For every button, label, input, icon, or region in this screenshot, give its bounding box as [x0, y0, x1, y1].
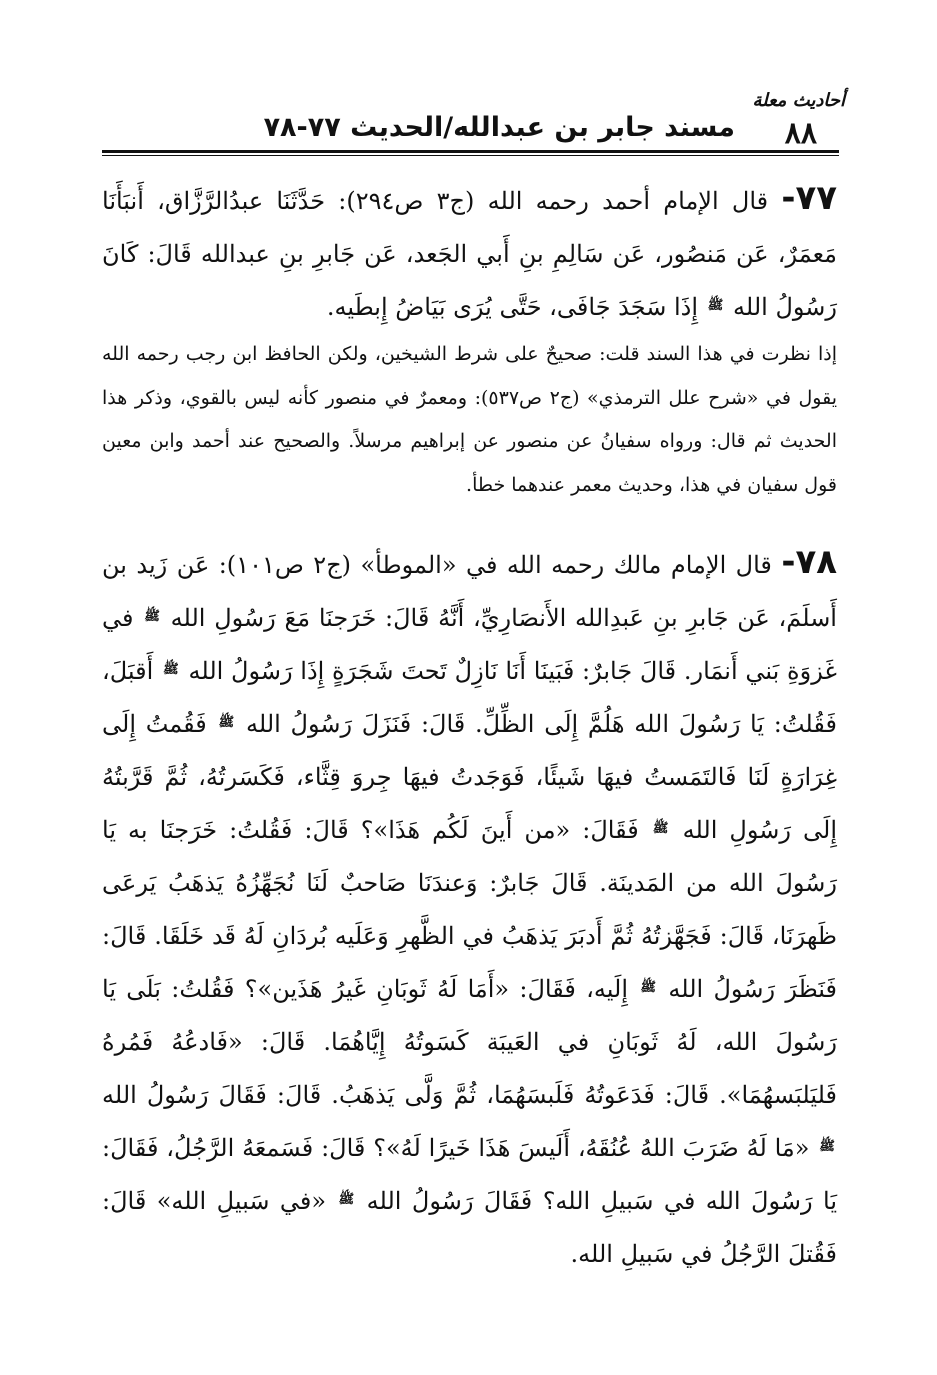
hadith-number: ٧٧- [781, 178, 837, 218]
page-number: ٨٨ [784, 116, 817, 151]
salutation-glyph: ﷺ [218, 715, 235, 730]
hadith-text: قال الإمام أحمد رحمه الله (ج٣ ص٢٩٤): حَدَّثَنَا عبدُالرَّزَّاق، أَنبَأَنَا مَعمَرٌ، عَن مَنصُور، عَن سَالِمِ بنِ أَبي الجَعد، عَن جَابرِ بنِ عبدالله قَالَ: كَانَ رَسُولُ الله [102, 187, 837, 321]
salutation-glyph: ﷺ [163, 662, 179, 677]
running-title: مسند جابر بن عبدالله/الحديث ٧٧-٧٨ [263, 112, 735, 143]
salutation-glyph: ﷺ [707, 298, 724, 313]
hadith-text: إِلَيه، فَقَالَ: «أَمَا لَهُ ثَوبَانِ غَيرُ هَذَين»؟ فَقُلتُ: بَلَى يَا رَسُولَ الله، لَهُ ثَوبَانِ في العَيبَة كَسَوتُهُ إِيَّاهُمَا. قَالَ: «فَادعُهُ فَمُرهُ فَليَلبَسهُمَا». قَالَ: فَدَعَوتُهُ فَلَبسَهُمَا، ثُمَّ وَلَّى يَذهَبُ. قَالَ: فَقَالَ رَسُولُ الله [102, 975, 837, 1109]
hadith-text: فَقَالَ: «من أَينَ لَكُم هَذَا»؟ قَالَ: فَقُلتُ: خَرَجنَا به يَا رَسُولَ الله من المَدينَة. قَالَ جَابرٌ: وَعندَنَا صَاحبٌ لَنَا نُجَهِّزُهُ يَذهَبُ يَرعَى ظَهرَنَا، قَالَ: فَجَهَّزتُهُ ثُمَّ أَدبَرَ يَذهَبُ في الظَّهرِ وَعَلَيه بُردَانِ لَهُ قَد خَلَقَا. قَالَ: فَنَظَرَ رَسُولُ الله [102, 816, 837, 1003]
salutation-glyph: ﷺ [338, 1192, 355, 1207]
commentary-text: إذا نظرت في هذا السند قلت: صحيحٌ على شرط الشيخين، ولكن الحافظ ابن رجب رحمه الله يقول في «شرح علل الترمذي» (ج٢ ص٥٣٧): ومعمرٌ في منصور كأنه ليس بالقوي، وذكر هذا الحديث ثم قال: ورواه سفيانُ عن منصور عن إبراهيم مرسلاً. والصحيح عند أحمد وابن معين قول سفيان في هذا، وحديث معمر عندهما خطأ. [102, 343, 837, 496]
salutation-glyph: ﷺ [144, 609, 160, 624]
hadith-78 [102, 536, 837, 1281]
salutation-glyph: ﷺ [652, 821, 669, 836]
hadith-text: فَقُمتُ إِلَى غِرَارَةٍ لَنَا فَالتَمَستُ فيهَا شَيئًا، فَوَجَدتُ فيهَا جِروَ قِثَّاء، فَكَسَرتُهُ، ثُمَّ قَرَّبتُهُ إِلَى رَسُولِ الله [102, 710, 837, 844]
salutation-glyph: ﷺ [640, 980, 657, 995]
commentary-paragraph [102, 333, 837, 507]
hadith-text: قال الإمام مالك رحمه الله في «الموطأ» (ج٢ ص١٠١): عَن زَيد بن أَسلَمَ، عَن جَابرِ بنِ عَبدِالله الأَنصَارِيِّ، أَنَّهُ قَالَ: خَرَجنَا مَعَ رَسُولِ الله [102, 551, 837, 632]
hadith-text: «مَا لَهُ ضَرَبَ اللهُ عُنُقَهُ، أَلَيسَ هَذَا خَيرًا لَهُ»؟ قَالَ: فَسَمعَهُ الرَّجُلُ، فَقَالَ: يَا رَسُولَ الله في سَبيلِ الله؟ فَقَالَ رَسُولُ الله [102, 1134, 837, 1215]
hadith-text: «في سَبيلِ الله» قَالَ: فَقُتلَ الرَّجُلُ في سَبيلِ الله. [102, 1187, 837, 1268]
series-label: أحاديث معلة [752, 90, 845, 111]
header-rule [102, 150, 839, 156]
hadith-text: إِذَا سَجَدَ جَافَى، حَتَّى يُرَى بَيَاضُ إِبطَيه. [326, 293, 699, 321]
salutation-glyph: ﷺ [819, 1139, 835, 1154]
hadith-77 [102, 172, 837, 334]
hadith-text: في غَزوَةِ بَني أَنمَار. قَالَ جَابرٌ: فَبَينَا أَنَا نَازِلٌ تَحتَ شَجَرَةٍ إِذَا رَسُولُ الله [102, 604, 837, 685]
hadith-number: ٧٨- [781, 542, 837, 582]
hadith-text: أَقبَلَ، فَقُلتُ: يَا رَسُولَ الله هَلُمَّ إِلَى الظِّلِّ. قَالَ: فَنَزَلَ رَسُولُ الله [102, 657, 837, 738]
